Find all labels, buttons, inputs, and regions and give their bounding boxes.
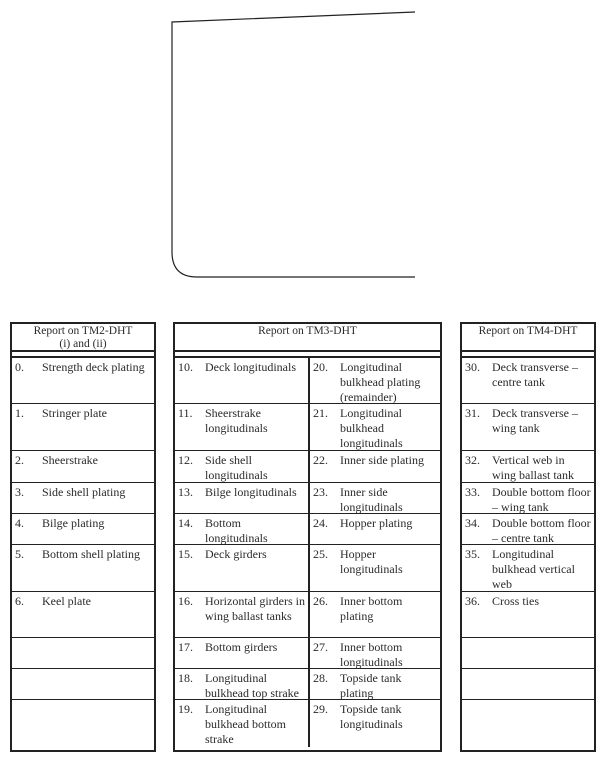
table-row xyxy=(12,404,154,451)
table-cell xyxy=(308,592,440,637)
item-number: 15. xyxy=(178,547,193,561)
table-row xyxy=(462,404,594,451)
item-number: 27. xyxy=(313,640,328,654)
item-label: Inner side plating xyxy=(340,453,424,467)
table-cell xyxy=(12,592,154,637)
item-number: 18. xyxy=(178,671,193,685)
table-cell xyxy=(462,451,594,482)
table-row xyxy=(175,592,440,638)
table-cell xyxy=(175,514,308,544)
table-cell xyxy=(308,545,440,591)
item-label: Bottom shell plating xyxy=(42,547,140,561)
header-line: Report on TM4-DHT xyxy=(478,325,578,337)
table-header xyxy=(12,324,154,352)
table-row xyxy=(12,545,154,592)
item-number: 33. xyxy=(465,485,480,499)
item-label: Inner bottom plating xyxy=(340,594,403,623)
table-row xyxy=(462,483,594,514)
item-number: 20. xyxy=(313,360,328,374)
item-label: Inner side longitudinals xyxy=(340,485,403,513)
item-label: Deck girders xyxy=(205,547,267,561)
item-number: 17. xyxy=(178,640,193,654)
table-cell xyxy=(308,358,440,403)
item-label: Longitudinal bulkhead longitudinals xyxy=(340,406,403,450)
item-number: 2. xyxy=(15,453,24,467)
table-row xyxy=(12,669,154,700)
item-number: 23. xyxy=(313,485,328,499)
item-label: Inner bottom longitudinals xyxy=(340,640,403,668)
item-number: 5. xyxy=(15,547,24,561)
table-cell xyxy=(308,483,440,513)
table-row xyxy=(175,545,440,592)
table-cell xyxy=(308,451,440,482)
table-row xyxy=(175,404,440,451)
item-number: 32. xyxy=(465,453,480,467)
item-label: Topside tank longitudinals xyxy=(340,702,403,731)
item-label: Bottom girders xyxy=(205,640,278,654)
item-label: Longitudinal bulkhead bottom strake xyxy=(205,702,286,746)
table-cell xyxy=(462,592,594,637)
table-cell xyxy=(175,592,308,637)
table-cell xyxy=(175,700,308,747)
table-cell xyxy=(308,514,440,544)
table-row xyxy=(462,514,594,545)
table-cell xyxy=(462,669,594,699)
item-number xyxy=(465,640,492,668)
item-label: Strength deck plating xyxy=(42,360,145,374)
table-row xyxy=(462,592,594,638)
table-row xyxy=(175,451,440,483)
item-label: Side shell longitudinals xyxy=(205,453,268,482)
item-number: 13. xyxy=(178,485,193,499)
item-number: 25. xyxy=(313,547,328,561)
table-row xyxy=(12,700,154,747)
table-cell xyxy=(462,404,594,450)
table-cell xyxy=(175,545,308,591)
item-label: Hopper longitudinals xyxy=(340,547,403,576)
table-row xyxy=(175,483,440,514)
item-label: Side shell plating xyxy=(42,485,126,499)
item-number: 26. xyxy=(313,594,328,608)
item-label: Longitudinal bulkhead vertical web xyxy=(492,547,575,591)
item-label: Keel plate xyxy=(42,594,91,608)
table-cell xyxy=(462,483,594,513)
item-number xyxy=(15,640,42,668)
item-label: Stringer plate xyxy=(42,406,107,420)
table-tm2-dht xyxy=(10,322,156,752)
table-cell xyxy=(175,638,308,668)
table-row xyxy=(175,358,440,404)
table-header xyxy=(175,324,440,352)
item-number: 1. xyxy=(15,406,24,420)
item-label: Deck transverse – centre tank xyxy=(492,360,578,389)
table-tm3-dht xyxy=(173,322,442,752)
item-label: Longitudinal bulkhead plating (remainder) xyxy=(340,360,421,403)
item-label: Sheerstrake xyxy=(42,453,98,467)
table-cell xyxy=(308,700,440,747)
item-number: 19. xyxy=(178,702,193,716)
item-label: Horizontal girders in wing ballast tanks xyxy=(205,594,305,623)
table-cell xyxy=(462,545,594,591)
item-label: Hopper plating xyxy=(340,516,413,530)
item-number: 6. xyxy=(15,594,24,608)
item-number xyxy=(465,671,492,699)
item-number: 22. xyxy=(313,453,328,467)
table-row xyxy=(462,669,594,700)
header-line: Report on TM3-DHT xyxy=(258,325,357,337)
table-cell xyxy=(12,700,154,747)
table-row xyxy=(462,638,594,669)
table-row xyxy=(462,358,594,404)
item-number: 0. xyxy=(15,360,24,374)
item-number: 12. xyxy=(178,453,193,467)
item-number: 29. xyxy=(313,702,328,716)
table-cell xyxy=(308,404,440,450)
table-row xyxy=(175,638,440,669)
table-cell xyxy=(12,514,154,544)
item-number: 4. xyxy=(15,516,24,530)
table-row xyxy=(462,451,594,483)
item-label: Vertical web in wing ballast tank xyxy=(492,453,574,482)
item-number xyxy=(465,702,492,747)
table-cell xyxy=(12,545,154,591)
item-number: 3. xyxy=(15,485,24,499)
table-row xyxy=(12,638,154,669)
item-number: 28. xyxy=(313,671,328,685)
item-number: 24. xyxy=(313,516,328,530)
item-number xyxy=(15,671,42,699)
table-cell xyxy=(462,358,594,403)
table-cell xyxy=(462,638,594,668)
table-cell xyxy=(308,638,440,668)
item-number: 21. xyxy=(313,406,328,420)
table-row xyxy=(12,451,154,483)
table-cell xyxy=(12,669,154,699)
table-cell xyxy=(175,451,308,482)
item-number: 31. xyxy=(465,406,480,420)
item-label: Topside tank plating xyxy=(340,671,402,699)
item-number: 10. xyxy=(178,360,193,374)
item-number: 34. xyxy=(465,516,480,530)
table-cell xyxy=(308,669,440,699)
table-cell xyxy=(175,669,308,699)
item-number: 36. xyxy=(465,594,480,608)
table-cell xyxy=(175,358,308,403)
item-number: 30. xyxy=(465,360,480,374)
table-row xyxy=(12,358,154,404)
hull-outline-path xyxy=(172,12,415,277)
item-label: Double bottom floor – centre tank xyxy=(492,516,591,544)
item-label: Deck transverse – wing tank xyxy=(492,406,578,435)
table-cell xyxy=(12,451,154,482)
item-label: Bilge plating xyxy=(42,516,105,530)
table-row xyxy=(12,592,154,638)
hull-section-outline xyxy=(0,0,605,300)
item-label: Sheerstrake longitudinals xyxy=(205,406,268,435)
item-label: Bottom longitudinals xyxy=(205,516,268,544)
item-number: 11. xyxy=(178,406,193,420)
table-row xyxy=(175,514,440,545)
item-label: Deck longitudinals xyxy=(205,360,296,374)
item-number xyxy=(15,702,42,747)
table-cell xyxy=(12,404,154,450)
table-tm4-dht xyxy=(460,322,596,752)
table-row xyxy=(175,700,440,747)
table-cell xyxy=(12,638,154,668)
table-row xyxy=(175,669,440,700)
table-cell xyxy=(462,514,594,544)
table-row xyxy=(462,700,594,747)
item-label: Bilge longitudinals xyxy=(205,485,297,499)
table-row xyxy=(12,483,154,514)
table-row xyxy=(462,545,594,592)
item-number: 14. xyxy=(178,516,193,530)
item-label: Cross ties xyxy=(492,594,540,608)
item-label: Double bottom floor – wing tank xyxy=(492,485,591,513)
table-cell xyxy=(12,483,154,513)
table-header xyxy=(462,324,594,352)
table-cell xyxy=(175,483,308,513)
item-number: 35. xyxy=(465,547,480,561)
table-cell xyxy=(462,700,594,747)
table-row xyxy=(12,514,154,545)
table-cell xyxy=(12,358,154,403)
header-line: Report on TM2-DHT xyxy=(33,325,133,337)
item-number: 16. xyxy=(178,594,193,608)
table-cell xyxy=(175,404,308,450)
header-line: (i) and (ii) xyxy=(59,338,107,350)
item-label: Longitudinal bulkhead top strake xyxy=(205,671,299,699)
